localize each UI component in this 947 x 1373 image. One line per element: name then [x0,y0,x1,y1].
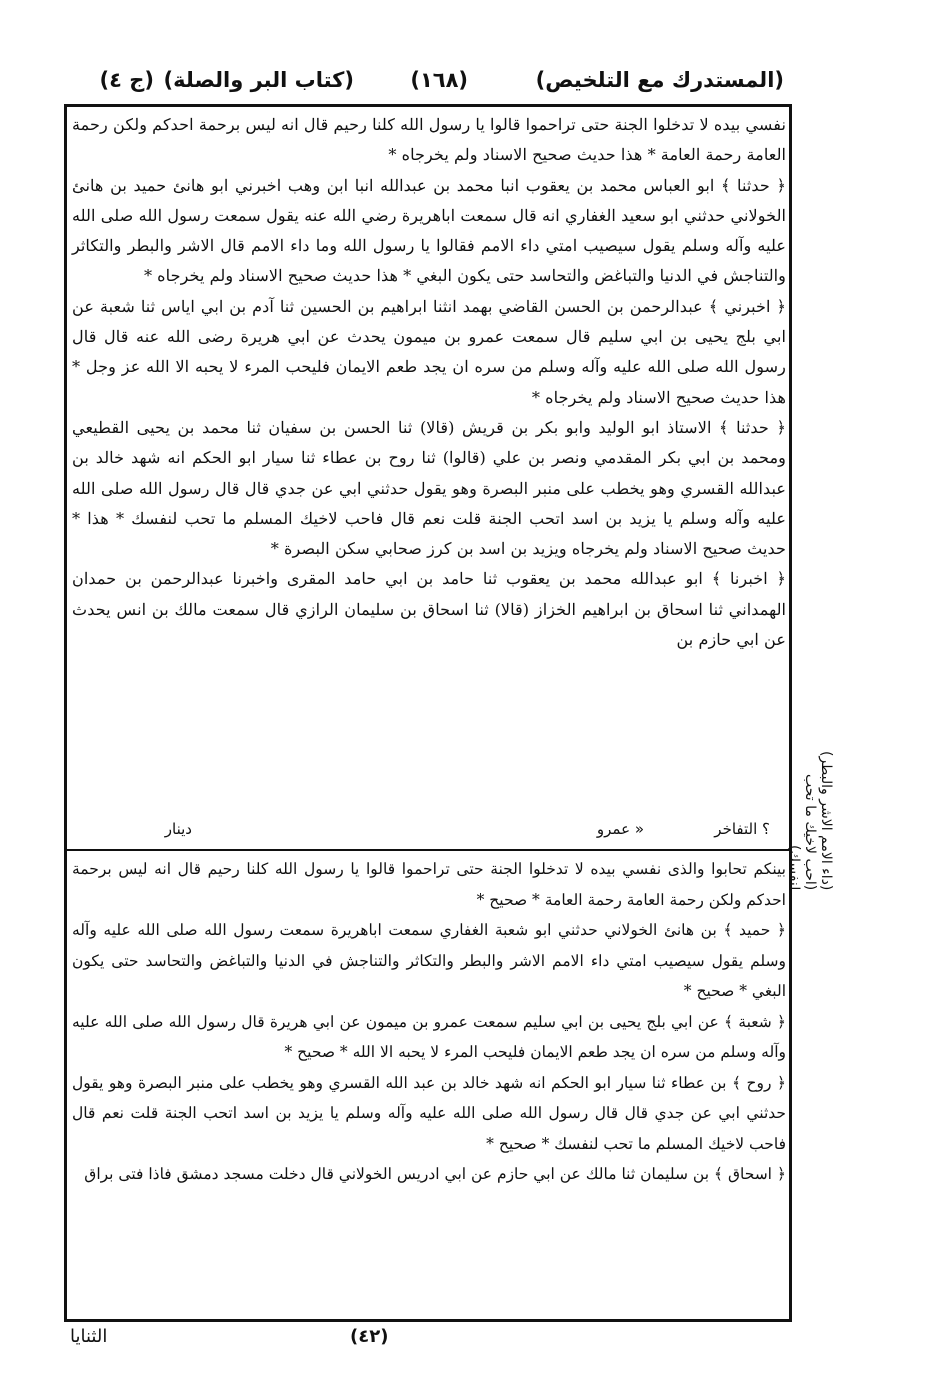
header-page-number: (١٦٨) [410,68,468,92]
main-paragraph: ﴿ اخبرنا ﴾ ابو عبدالله محمد بن يعقوب ثنا حامد بن ابي حامد المقرى واخبرنا عبدالرحمن بن حمدان الهمداني ثنا اسحاق بن ابراهيم الخزاز (قالا) ثنا اسحاق بن سليمان الرازي قال سمعت مالك بن انس يحدث عن ابي حازم بن [72,569,786,650]
main-paragraph: ﴿ حدثنا ﴾ الاستاذ ابو الوليد وابو بكر بن قريش (قالا) ثنا الحسن بن سفيان ثنا محمد بن يحيى القطيعي ومحمد بن ابي بكر المقدمي ونصر بن علي (قالوا) ثنا روح بن عطاء ثنا سيار ابو الحكم انه شهد خالد بن عبدالله القسري وهو يخطب على منبر البصرة وهو يقول حدثني ابي عن جدي قال قال رسول الله صلى الله عليه وآله وسلم يا يزيد بن اسد اتحب الجنة قلت نعم قال فاحب لاخيك المسلم ما تحب لنفسك * هذا * حديث صحيح الاسناد ولم يخرجاه ويزيد بن اسد بن كرز صحابي سكن البصرة * [72,417,786,559]
page-footer [70,1326,780,1356]
margin-note: لنفسك) [786,844,802,890]
margin-notes [786,260,834,890]
footnotes [80,818,770,844]
running-header [78,66,784,98]
footnote: ؟ التفاخر [714,820,770,838]
header-volume: (ج ٤) [99,68,154,92]
talkhis-paragraph: ﴿ شعبة ﴾ عن ابي بلج يحيى بن ابي سليم سمعت عمرو بن ميمون عن ابي هريرة قال رسول الله صلى الله عليه وآله وسلم من سره ان يجد طعم الايمان فليحب المرء لا يحبه الا الله * صحيح * [72,1012,786,1061]
talkhis-paragraph: بينكم تحابوا والذى نفسي بيده لا تدخلوا الجنة حتى تراحموا قالوا يا رسول الله كلنا رحيم قال انه ليس برحمة احدكم ولكن رحمة العامة رحمة العامة * صحيح * [72,860,786,909]
main-text [72,110,786,810]
margin-note: (داء الامم الاشر والبطر) [818,750,834,890]
section-divider [66,849,790,851]
talkhis-text [72,854,786,1314]
signature-number: (٤٢) [350,1326,389,1347]
main-paragraph: نفسي بيده لا تدخلوا الجنة حتى تراحموا قالوا يا رسول الله كلنا رحيم قال انه ليس برحمة احدكم ولكن رحمة العامة رحمة العامة * هذا حديث صحيح الاسناد ولم يخرجاه * [72,115,786,165]
margin-note: (احب لاخيك ما تحب [802,773,818,890]
footnote: دينار [164,820,192,838]
header-title: (المستدرك مع التلخيص) [535,68,784,92]
main-paragraph: ﴿ اخبرني ﴾ عبدالرحمن بن الحسن القاضي بهمد انثنا ابراهيم بن الحسين ثنا آدم بن ابي اياس ثنا شعبة عن ابي بلج يحيى بن ابي سليم قال سمعت عمرو بن ميمون يحدث عن ابي هريرة رضى الله عنه قال قال رسول الله صلى الله عليه وآله وسلم من سره ان يجد طعم الايمان فليحب المرء لا يحبه الا الله عز وجل * هذا حديث صحيح الاسناد ولم يخرجاه * [72,296,786,407]
main-paragraph: ﴿ حدثنا ﴾ ابو العباس محمد بن يعقوب انبا محمد بن عبدالله انبا ابن وهب اخبرني ابو هانئ حميد بن هانئ الخولاني حدثني ابو سعيد الغفاري انه قال سمعت اباهريرة رضي الله عنه يقول سمعت رسول الله صلى الله عليه وآله وسلم يقول سيصيب امتي داء الامم فقالوا يا رسول الله وما داء الامم قال الاشر والبطر والتكاثر والتناجش في الدنيا والتباغض والتحاسد حتى يكون البغي * هذا حديث صحيح الاسناد ولم يخرجاه * [72,175,786,286]
talkhis-paragraph: ﴿ روح ﴾ بن عطاء ثنا سيار ابو الحكم انه شهد خالد بن عبد الله القسري وهو يخطب على منبر البصرة وهو يقول حدثني ابي عن جدي قال قال رسول الله صلى الله عليه وآله وسلم يا يزيد بن اسد اتحب الجنة قلت نعم قال فاحب لاخيك المسلم ما تحب لنفسك * صحيح * [72,1073,786,1153]
talkhis-paragraph: ﴿ اسحاق ﴾ بن سليمان ثنا مالك عن ابي حازم عن ابي ادريس الخولاني قال دخلت مسجد دمشق فاذا فتى براق [84,1165,786,1183]
catchword: الثنايا [70,1326,108,1347]
header-book-title: (كتاب البر والصلة) [163,68,354,92]
talkhis-paragraph: ﴿ حميد ﴾ بن هانئ الخولاني حدثني ابو شعبة الغفاري سمعت اباهريرة سمعت رسول الله صلى الله عليه وآله وسلم يقول سيصيب امتي داء الامم الاشر والبطر والتكاثر والتناجش في الدنيا والتباغض والتحاسد حتى يكون البغي * صحيح * [72,921,786,1000]
footnote: « عمرو [596,820,644,838]
